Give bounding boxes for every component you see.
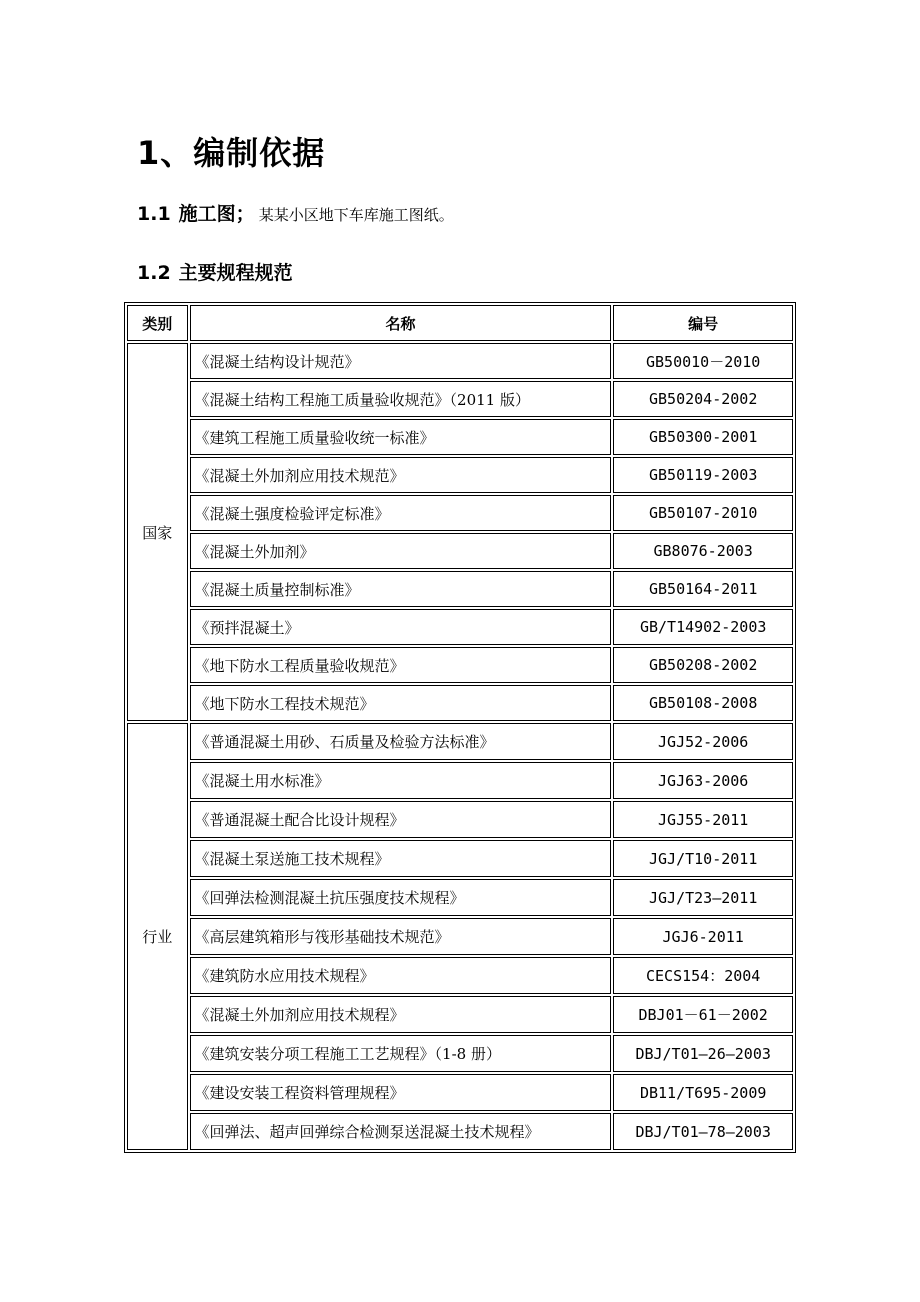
table-row xyxy=(127,723,793,760)
standard-code: GB50300-2001 xyxy=(613,419,793,455)
table-row xyxy=(127,609,793,645)
table-row xyxy=(127,918,793,955)
table-row xyxy=(127,1035,793,1072)
standard-name: 《建筑工程施工质量验收统一标准》 xyxy=(190,419,612,455)
standard-code: GB50204-2002 xyxy=(613,381,793,417)
table-row xyxy=(127,571,793,607)
standard-code: JGJ/T10-2011 xyxy=(613,840,793,877)
standard-name: 《混凝土外加剂应用技术规范》 xyxy=(190,457,612,493)
standard-code: GB50119-2003 xyxy=(613,457,793,493)
standard-code: CECS154：2004 xyxy=(613,957,793,994)
table-row xyxy=(127,879,793,916)
standard-name: 《地下防水工程技术规范》 xyxy=(190,685,612,721)
standard-code: JGJ6-2011 xyxy=(613,918,793,955)
standard-name: 《混凝土泵送施工技术规程》 xyxy=(190,840,612,877)
standard-name: 《混凝土外加剂应用技术规程》 xyxy=(190,996,612,1033)
section-title: 主要规程规范 xyxy=(178,262,293,284)
category-cell: 国家 xyxy=(127,343,188,721)
header-code: 编号 xyxy=(613,305,793,341)
table-row xyxy=(127,762,793,799)
standard-name: 《普通混凝土用砂、石质量及检验方法标准》 xyxy=(190,723,612,760)
table-row xyxy=(127,457,793,493)
standard-code: DBJ/T01—26—2003 xyxy=(613,1035,793,1072)
standard-code: GB8076-2003 xyxy=(613,533,793,569)
standard-name: 《回弹法检测混凝土抗压强度技术规程》 xyxy=(190,879,612,916)
standard-code: GB50108-2008 xyxy=(613,685,793,721)
standard-code: DBJ/T01—78—2003 xyxy=(613,1113,793,1150)
standard-name: 《建筑防水应用技术规程》 xyxy=(190,957,612,994)
table-row xyxy=(127,996,793,1033)
standard-name: 《混凝土质量控制标准》 xyxy=(190,571,612,607)
header-category: 类别 xyxy=(127,305,188,341)
standard-code: GB50208-2002 xyxy=(613,647,793,683)
section-number: 1.1 xyxy=(137,203,171,225)
table-header-row xyxy=(127,305,793,341)
table-row xyxy=(127,685,793,721)
table-row xyxy=(127,801,793,838)
standard-name: 《预拌混凝土》 xyxy=(190,609,612,645)
page-heading: 1、编制依据 xyxy=(137,134,326,172)
standard-name: 《混凝土结构设计规范》 xyxy=(190,343,612,379)
table-row xyxy=(127,957,793,994)
standard-code: JGJ/T23—2011 xyxy=(613,879,793,916)
standard-code: JGJ63-2006 xyxy=(613,762,793,799)
table-row xyxy=(127,1074,793,1111)
table-row xyxy=(127,1113,793,1150)
table-row xyxy=(127,419,793,455)
standard-name: 《混凝土用水标准》 xyxy=(190,762,612,799)
standards-table xyxy=(124,302,796,1153)
standard-code: GB50164-2011 xyxy=(613,571,793,607)
section-1-1 xyxy=(137,199,454,226)
standard-code: GB50107-2010 xyxy=(613,495,793,531)
standard-name: 《普通混凝土配合比设计规程》 xyxy=(190,801,612,838)
section-text: 某某小区地下车库施工图纸。 xyxy=(258,206,454,224)
table-row xyxy=(127,840,793,877)
section-1-2 xyxy=(137,258,293,285)
section-number: 1.2 xyxy=(137,262,171,284)
standard-code: GB/T14902-2003 xyxy=(613,609,793,645)
header-name: 名称 xyxy=(190,305,612,341)
table-row xyxy=(127,533,793,569)
table-row xyxy=(127,343,793,379)
standard-name: 《回弹法、超声回弹综合检测泵送混凝土技术规程》 xyxy=(190,1113,612,1150)
standard-code: GB50010－2010 xyxy=(613,343,793,379)
standard-name: 《建筑安装分项工程施工工艺规程》（1-8 册） xyxy=(190,1035,612,1072)
standard-code: JGJ52-2006 xyxy=(613,723,793,760)
standard-name: 《地下防水工程质量验收规范》 xyxy=(190,647,612,683)
standard-name: 《混凝土外加剂》 xyxy=(190,533,612,569)
standard-code: JGJ55-2011 xyxy=(613,801,793,838)
table-row xyxy=(127,647,793,683)
section-title: 施工图； xyxy=(178,203,255,225)
category-cell: 行业 xyxy=(127,723,188,1150)
standard-code: DB11/T695-2009 xyxy=(613,1074,793,1111)
table-row xyxy=(127,495,793,531)
standard-name: 《高层建筑箱形与筏形基础技术规范》 xyxy=(190,918,612,955)
standard-code: DBJ01－61－2002 xyxy=(613,996,793,1033)
standard-name: 《混凝土结构工程施工质量验收规范》（2011 版） xyxy=(190,381,612,417)
standard-name: 《混凝土强度检验评定标准》 xyxy=(190,495,612,531)
table-row xyxy=(127,381,793,417)
standard-name: 《建设安装工程资料管理规程》 xyxy=(190,1074,612,1111)
